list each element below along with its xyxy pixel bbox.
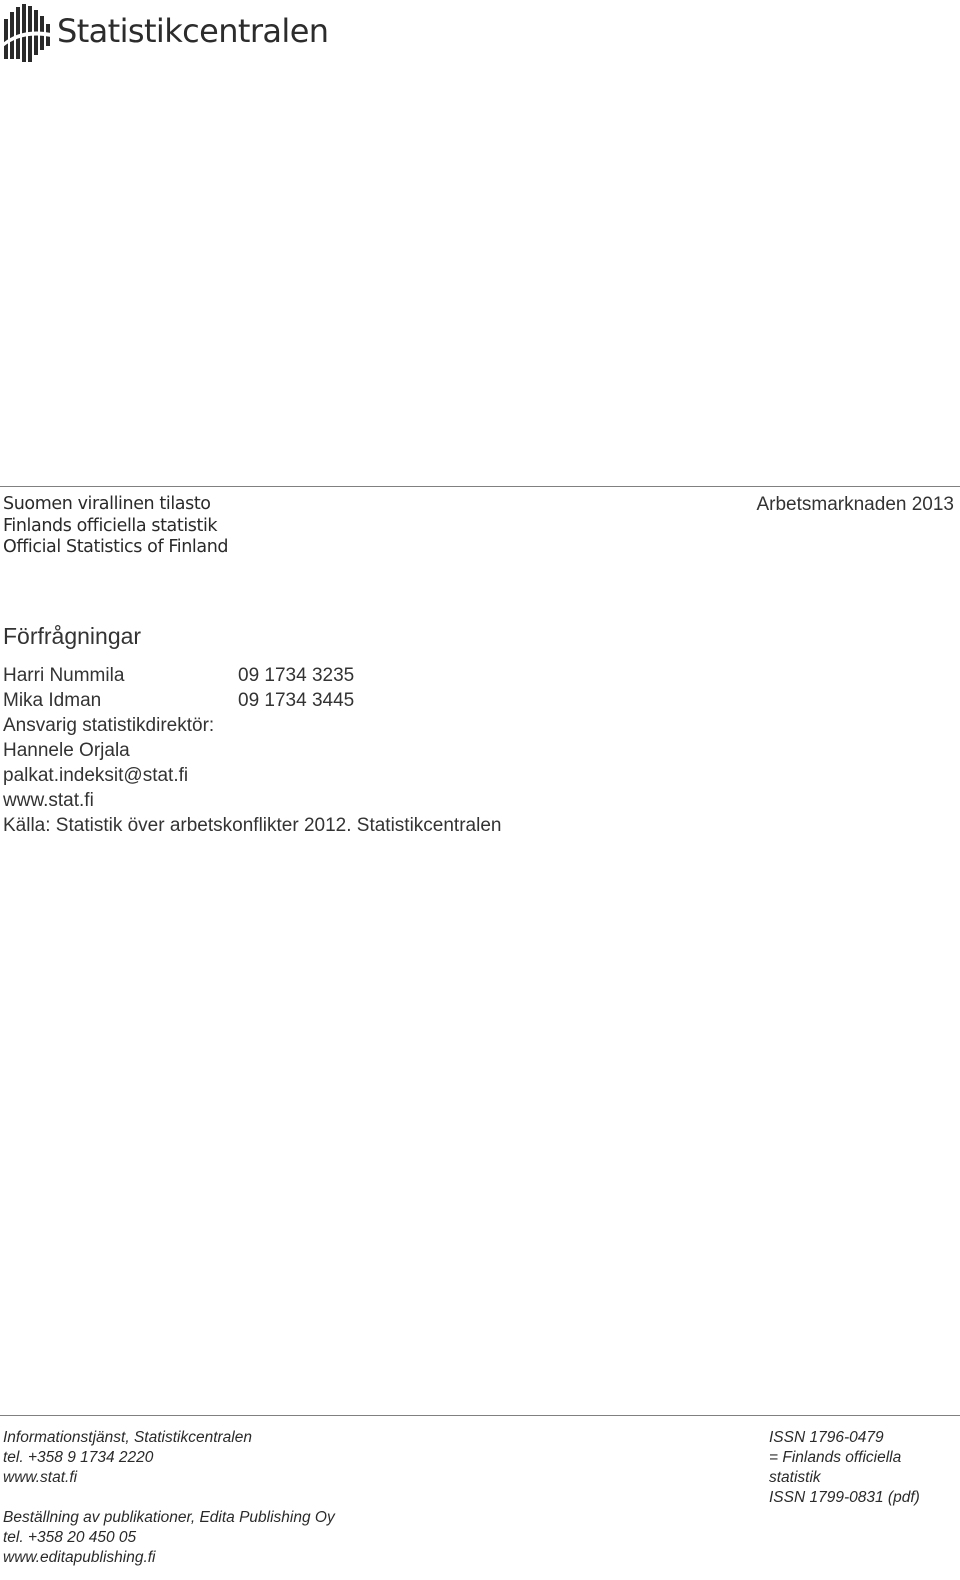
director-name: Hannele Orjala <box>3 740 130 761</box>
footer-divider <box>0 1415 960 1416</box>
issn-note-line1: = Finlands officiella <box>769 1449 902 1466</box>
issn-note-line2: statistik <box>769 1469 821 1486</box>
contact-phone: 09 1734 3235 <box>238 665 355 686</box>
info-service-website: www.stat.fi <box>3 1469 78 1486</box>
issn-block <box>769 1428 920 1508</box>
contact-row <box>3 663 501 688</box>
contact-block <box>3 663 501 838</box>
source-note: Källa: Statistik över arbetskonflikter 2012. Statistikcentralen <box>3 815 502 836</box>
issn-print: ISSN 1796-0479 <box>769 1429 884 1446</box>
footer-contact-block <box>3 1428 335 1568</box>
contact-row <box>3 688 501 713</box>
official-statistics-block <box>3 494 228 559</box>
logo-wordmark: Statistikcentralen <box>57 12 329 50</box>
issn-pdf: ISSN 1799-0831 (pdf) <box>769 1489 920 1506</box>
logo-bars-icon <box>3 3 51 63</box>
footer-spacer <box>3 1488 335 1508</box>
orders-label: Beställning av publikationer, Edita Publishing Oy <box>3 1509 335 1526</box>
director-label: Ansvarig statistikdirektör: <box>3 715 215 736</box>
orders-website: www.editapublishing.fi <box>3 1549 156 1566</box>
info-service-phone: tel. +358 9 1734 2220 <box>3 1449 154 1466</box>
statistikcentralen-logo <box>3 3 343 65</box>
official-statistics-en: Official Statistics of Finland <box>3 537 229 557</box>
official-statistics-fi: Suomen virallinen tilasto <box>3 494 211 514</box>
contact-email: palkat.indeksit@stat.fi <box>3 765 189 786</box>
contact-name: Mika Idman <box>3 690 102 711</box>
publication-title: Arbetsmarknaden 2013 <box>756 494 954 515</box>
contact-website: www.stat.fi <box>3 790 94 811</box>
header-divider <box>0 486 960 487</box>
info-service-label: Informationstjänst, Statistikcentralen <box>3 1429 252 1446</box>
contact-phone: 09 1734 3445 <box>238 690 355 711</box>
inquiries-heading: Förfrågningar <box>3 623 142 649</box>
contact-name: Harri Nummila <box>3 665 125 686</box>
official-statistics-sv: Finlands officiella statistik <box>3 515 218 536</box>
orders-phone: tel. +358 20 450 05 <box>3 1529 137 1546</box>
